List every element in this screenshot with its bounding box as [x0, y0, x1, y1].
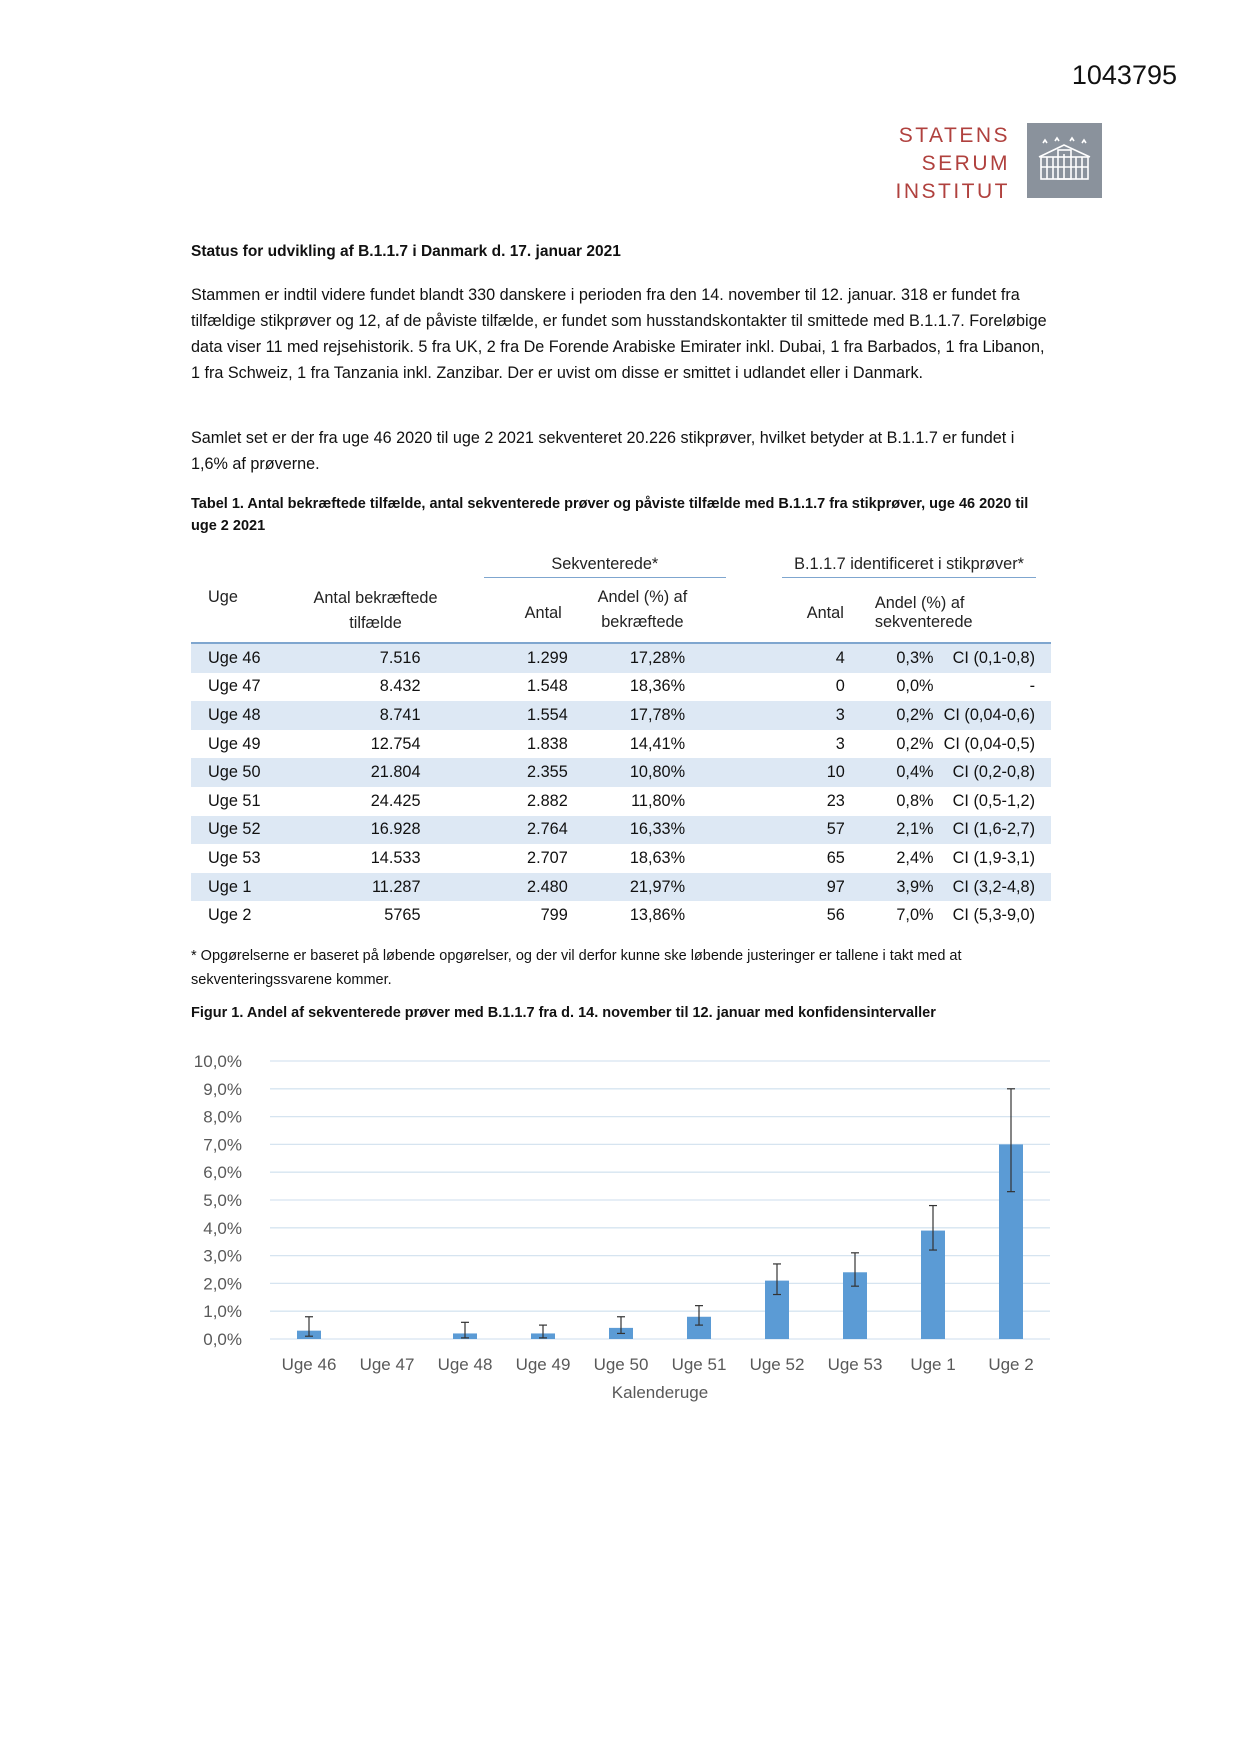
table-cell-b_antal: 0 [835, 677, 845, 696]
figure-caption: Figur 1. Andel af sekventerede prøver med B.1.1.7 fra d. 14. november til 12. januar med konfidensintervaller [191, 1005, 936, 1021]
table-row [191, 673, 1051, 702]
x-tick-label: Uge 47 [359, 1355, 415, 1374]
table-cell-b_antal: 65 [826, 848, 845, 867]
table-cell-b_antal: 56 [826, 906, 845, 925]
table-cell-uge: Uge 2 [208, 906, 252, 925]
table-cell-b_antal: 3 [835, 734, 845, 753]
y-tick-label: 5,0% [203, 1191, 242, 1210]
logo-line-2: SERUM [921, 152, 1010, 175]
table-cell-ci: CI (1,6-2,7) [933, 816, 1051, 845]
data-table [191, 553, 1051, 930]
table-cell-andel: 17,28% [568, 643, 745, 673]
footnote: * Opgørelserne er baseret på løbende opgørelser, og der vil derfor kunne ske løbende justeringer er tallene i takt med at sekventeringssvarene kommer. [191, 948, 962, 988]
x-tick-label: Uge 48 [437, 1355, 493, 1374]
header-b117 [745, 553, 1051, 584]
y-tick-label: 0,0% [203, 1330, 242, 1349]
x-axis-label: Kalenderuge [611, 1383, 709, 1402]
table-cell-sekv: 2.882 [527, 791, 568, 810]
table-cell-sekv: 2.480 [453, 873, 568, 902]
x-tick-label: Uge 51 [671, 1355, 727, 1374]
x-tick-label: Uge 1 [910, 1355, 956, 1374]
table-cell-b_antal: 57 [745, 816, 845, 845]
table-cell-antal: 16.928 [299, 816, 453, 845]
table-cell-ci: CI (1,9-3,1) [952, 848, 1035, 867]
table-cell-b_andel: 0,4% [845, 758, 934, 787]
table-row [191, 787, 1051, 816]
table-cell-andel: 18,36% [629, 677, 686, 696]
table-cell-b_antal: 23 [826, 791, 845, 810]
table-cell-b_andel: 2,4% [896, 848, 934, 867]
table-cell-antal: 11.287 [299, 873, 453, 902]
logo-text [896, 122, 1011, 206]
table-row [191, 701, 1051, 730]
table-cell-sekv: 2.707 [527, 848, 568, 867]
table-row [191, 730, 1051, 759]
document-id: 1043795 [1071, 60, 1177, 90]
table-cell-sekv: 1.838 [527, 734, 568, 753]
y-tick-label: 7,0% [203, 1135, 242, 1155]
table-cell-uge: Uge 50 [191, 758, 299, 787]
y-tick-label: 9,0% [203, 1079, 242, 1099]
table-cell-ci: CI (0,1-0,8) [933, 643, 1051, 673]
table-cell-b_andel: 0,2% [845, 701, 934, 730]
table-cell-antal: 8.432 [379, 677, 421, 696]
table-row [191, 844, 1051, 873]
table-cell-b_antal: 4 [745, 643, 845, 673]
table-cell-b_andel: 0,8% [896, 791, 934, 810]
table-cell-uge: Uge 46 [191, 643, 299, 673]
table-cell-ci: CI (0,04-0,6) [933, 701, 1051, 730]
building-icon [1027, 123, 1102, 198]
table-cell-b_andel: 2,1% [845, 816, 934, 845]
table-cell-antal: 8.741 [299, 701, 453, 730]
table-cell-andel: 18,63% [629, 848, 686, 867]
table-cell-andel: 14,41% [629, 734, 686, 753]
table-cell-antal: 24.425 [370, 791, 421, 810]
table-cell-antal: 5765 [384, 906, 421, 925]
y-tick-label: 4,0% [203, 1218, 242, 1238]
paragraph-2: Samlet set er der fra uge 46 2020 til uge 2 2021 sekventeret 20.226 stikprøver, hvilket betyder at B.1.1.7 er fundet i 1,6% af prøverne. [191, 429, 1015, 473]
table-cell-ci: CI (0,5-1,2) [952, 791, 1035, 810]
table-cell-ci: CI (0,2-0,8) [933, 758, 1051, 787]
x-tick-label: Uge 46 [281, 1355, 337, 1374]
table-cell-b_andel: 3,9% [845, 873, 934, 902]
table-cell-andel: 10,80% [568, 758, 745, 787]
table-cell-uge: Uge 48 [191, 701, 299, 730]
table-cell-andel: 17,78% [568, 701, 745, 730]
y-tick-label: 10,0% [193, 1052, 242, 1071]
table-row [191, 758, 1051, 787]
table-cell-b_antal: 97 [745, 873, 845, 902]
y-tick-label: 8,0% [203, 1107, 242, 1127]
x-tick-label: Uge 49 [515, 1355, 571, 1374]
y-tick-label: 1,0% [203, 1302, 242, 1322]
bar-chart [190, 1040, 1060, 1420]
table-cell-antal: 12.754 [370, 734, 421, 753]
table-row [191, 873, 1051, 902]
table-cell-sekv: 1.548 [527, 677, 568, 696]
x-tick-label: Uge 52 [749, 1355, 805, 1374]
header-b117-antal: Antal [806, 603, 844, 622]
table-row [191, 643, 1051, 673]
x-tick-label: Uge 50 [593, 1355, 649, 1374]
header-b117-andel: Andel (%) af sekventerede [874, 594, 973, 631]
table-cell-antal: 14.533 [370, 848, 421, 867]
table-cell-antal: 7.516 [299, 643, 453, 673]
paragraph-1: Stammen er indtil videre fundet blandt 330 danskere i perioden fra den 14. november til 12. januar. 318 er fundet fra tilfældige stikprøver og 12, af de påviste tilfælde, er fundet som husstandskontakter til smittede med B.1.1.7. Foreløbige data viser 11 med rejsehistorik. 5 fra UK, 2 fra De Forende Arabiske Emirater inkl. Dubai, 1 fra Barbados, 1 fra Libanon, 1 fra Schweiz, 1 fra Tanzania inkl. Zanzibar. Der er uvist om disse er smittet i udlandet eller i Danmark. [191, 286, 1047, 382]
table-cell-sekv: 2.764 [453, 816, 568, 845]
y-tick-label: 6,0% [203, 1163, 242, 1183]
table-cell-b_antal: 3 [745, 701, 845, 730]
table-cell-sekv: 1.554 [453, 701, 568, 730]
table-cell-uge: Uge 49 [208, 734, 261, 753]
table-caption: Tabel 1. Antal bekræftede tilfælde, antal sekventerede prøver og påviste tilfælde med B.1.1.7 fra stikprøver, uge 46 2020 til uge 2 2021 [191, 496, 1029, 534]
table-cell-b_andel: 0,3% [845, 643, 934, 673]
logo-line-1: STATENS [898, 124, 1010, 147]
header-antal-bekraeftede: Antal bekræftede tilfælde [313, 589, 438, 632]
table-cell-sekv: 1.299 [453, 643, 568, 673]
y-tick-label: 2,0% [203, 1274, 242, 1294]
table-cell-andel: 21,97% [568, 873, 745, 902]
table-cell-uge: Uge 51 [208, 791, 261, 810]
table-cell-b_antal: 10 [745, 758, 845, 787]
header-sekv-antal: Antal [524, 603, 562, 622]
table-cell-uge: Uge 52 [191, 816, 299, 845]
y-tick-label: 3,0% [203, 1246, 242, 1266]
table-cell-ci: CI (5,3-9,0) [952, 906, 1035, 925]
table-cell-uge: Uge 53 [208, 848, 261, 867]
table-cell-uge: Uge 1 [191, 873, 299, 902]
table-cell-andel: 16,33% [568, 816, 745, 845]
page-title: Status for udvikling af B.1.1.7 i Danmark d. 17. januar 2021 [191, 243, 621, 260]
table-cell-andel: 13,86% [629, 906, 686, 925]
x-tick-label: Uge 53 [827, 1355, 883, 1374]
header-sekventerede-label: Sekventerede* [484, 555, 727, 578]
x-tick-label: Uge 2 [988, 1355, 1034, 1374]
table-row [191, 901, 1051, 930]
table-cell-antal: 21.804 [299, 758, 453, 787]
table-cell-sekv: 799 [540, 906, 568, 925]
header-sekventerede [453, 553, 746, 584]
ssi-logo [890, 122, 1102, 203]
table-cell-ci: CI (3,2-4,8) [933, 873, 1051, 902]
header-b117-label: B.1.1.7 identificeret i stikprøver* [782, 555, 1036, 578]
table-cell-b_andel: 0,2% [896, 734, 934, 753]
table-cell-uge: Uge 47 [208, 677, 261, 696]
table-cell-ci: - [1029, 677, 1035, 696]
table-cell-b_andel: 0,0% [896, 677, 934, 696]
header-uge: Uge [208, 588, 238, 606]
table-cell-b_andel: 7,0% [896, 906, 934, 925]
header-sekv-andel: Andel (%) af bekræftede [597, 588, 688, 631]
table-cell-ci: CI (0,04-0,5) [943, 734, 1035, 753]
logo-line-3: INSTITUT [895, 180, 1010, 203]
table-row [191, 816, 1051, 845]
table-cell-sekv: 2.355 [453, 758, 568, 787]
table-cell-andel: 11,80% [631, 791, 686, 810]
